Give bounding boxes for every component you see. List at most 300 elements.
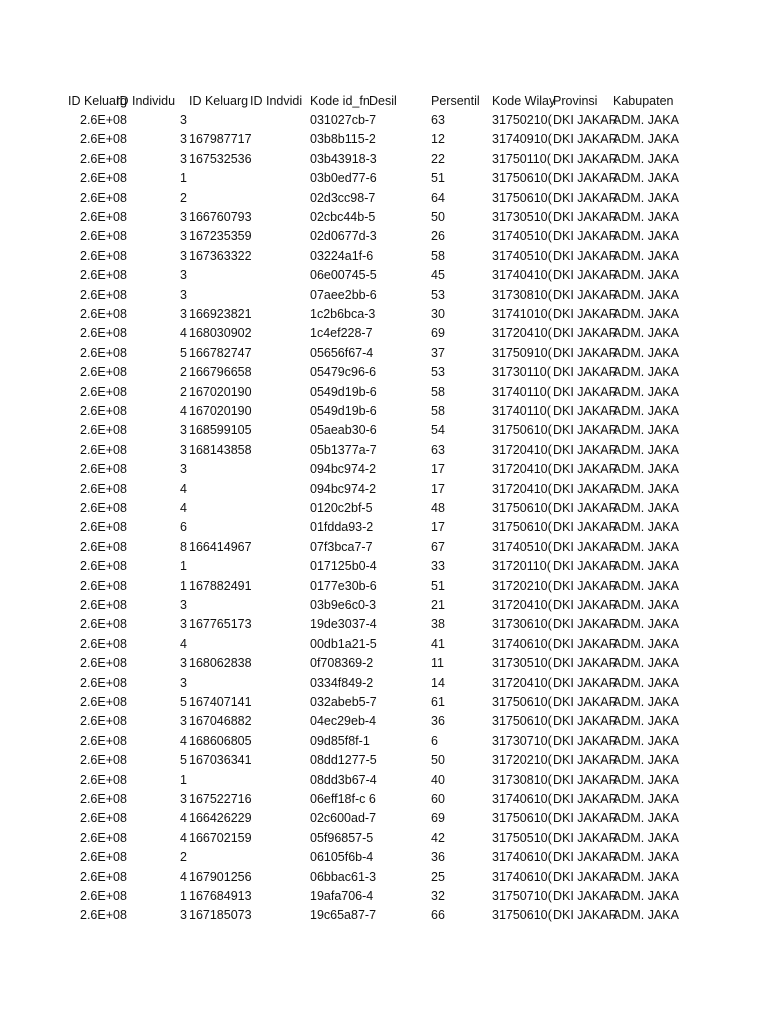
cell-persentil[interactable]: 66 (431, 908, 445, 923)
cell-kabupaten[interactable]: ADM. JAKA (613, 384, 679, 399)
cell-kabupaten[interactable]: ADM. JAKA (613, 636, 679, 651)
cell-kode-wilayah[interactable]: 31750510( (492, 830, 552, 845)
cell-kode-id[interactable]: 01fdda93-2 (310, 520, 374, 535)
cell-id-individu[interactable]: 3 (180, 462, 187, 477)
cell-provinsi[interactable]: DKI JAKAR (553, 268, 618, 283)
cell-kabupaten[interactable]: ADM. JAKA (613, 229, 679, 244)
cell-id-keluarga[interactable]: 2.6E+08 (80, 520, 127, 535)
cell-id-individu[interactable]: 3 (180, 423, 187, 438)
cell-id-individu-2[interactable]: 166414967 (189, 539, 252, 554)
cell-persentil[interactable]: 14 (431, 675, 445, 690)
cell-persentil[interactable]: 41 (431, 636, 445, 651)
cell-id-individu-2[interactable]: 167235359 (189, 229, 252, 244)
cell-kabupaten[interactable]: ADM. JAKA (613, 578, 679, 593)
cell-id-keluarga[interactable]: 2.6E+08 (80, 345, 127, 360)
cell-persentil[interactable]: 48 (431, 501, 445, 515)
cell-kode-id[interactable]: 06105f6b-4 (310, 850, 374, 865)
cell-kabupaten[interactable]: ADM. JAKA (613, 656, 679, 671)
cell-persentil[interactable]: 60 (431, 792, 445, 806)
cell-id-keluarga[interactable]: 2.6E+08 (80, 501, 127, 515)
cell-kabupaten[interactable]: ADM. JAKA (613, 287, 679, 302)
cell-id-keluarga[interactable]: 2.6E+08 (80, 714, 127, 729)
cell-kode-wilayah[interactable]: 31730810( (492, 772, 552, 787)
cell-kabupaten[interactable]: ADM. JAKA (613, 869, 679, 884)
cell-id-individu-2[interactable]: 168143858 (189, 442, 252, 457)
cell-persentil[interactable]: 17 (431, 520, 445, 535)
cell-id-individu-2[interactable]: 167407141 (189, 695, 252, 709)
cell-id-keluarga[interactable]: 2.6E+08 (80, 772, 127, 787)
cell-id-individu-2[interactable]: 167987717 (189, 132, 252, 147)
cell-id-individu[interactable]: 8 (180, 539, 187, 554)
cell-kode-wilayah[interactable]: 31730610( (492, 617, 552, 632)
header-cell-kode-wilayah[interactable]: Kode Wilay (492, 94, 556, 108)
cell-kode-id[interactable]: 19de3037-4 (310, 617, 377, 632)
cell-kode-id[interactable]: 02cbc44b-5 (310, 210, 376, 224)
cell-kode-id[interactable]: 094bc974-2 (310, 481, 377, 496)
cell-persentil[interactable]: 11 (431, 656, 444, 671)
cell-id-individu-2[interactable]: 167882491 (189, 578, 252, 593)
cell-kabupaten[interactable]: ADM. JAKA (613, 210, 679, 224)
cell-id-individu-2[interactable]: 167020190 (189, 384, 252, 399)
cell-kode-id[interactable]: 02d0677d-3 (310, 229, 377, 244)
cell-provinsi[interactable]: DKI JAKAR (553, 869, 618, 884)
cell-kode-id[interactable]: 05f96857-5 (310, 830, 374, 845)
cell-id-keluarga[interactable]: 2.6E+08 (80, 404, 127, 418)
cell-kode-wilayah[interactable]: 31740510( (492, 539, 552, 554)
cell-persentil[interactable]: 69 (431, 811, 445, 826)
cell-provinsi[interactable]: DKI JAKAR (553, 772, 618, 787)
cell-id-individu[interactable]: 3 (180, 617, 187, 632)
cell-kabupaten[interactable]: ADM. JAKA (613, 404, 679, 418)
cell-kabupaten[interactable]: ADM. JAKA (613, 132, 679, 147)
cell-persentil[interactable]: 26 (431, 229, 445, 244)
cell-kode-wilayah[interactable]: 31750610( (492, 908, 552, 923)
cell-persentil[interactable]: 50 (431, 753, 445, 768)
cell-persentil[interactable]: 12 (431, 132, 445, 147)
cell-id-keluarga[interactable]: 2.6E+08 (80, 830, 127, 845)
cell-kode-id[interactable]: 05656f67-4 (310, 345, 374, 360)
cell-kode-id[interactable]: 1c4ef228-7 (310, 326, 373, 341)
cell-persentil[interactable]: 64 (431, 190, 445, 205)
cell-id-keluarga[interactable]: 2.6E+08 (80, 908, 127, 923)
cell-kode-id[interactable]: 0177e30b-6 (310, 578, 377, 593)
cell-provinsi[interactable]: DKI JAKAR (553, 811, 618, 826)
cell-kode-wilayah[interactable]: 31730110( (492, 365, 551, 380)
cell-persentil[interactable]: 67 (431, 539, 445, 554)
cell-kode-id[interactable]: 05479c96-6 (310, 365, 377, 380)
cell-kode-wilayah[interactable]: 31740110( (492, 404, 551, 418)
cell-kode-wilayah[interactable]: 31750610( (492, 423, 552, 438)
cell-id-keluarga[interactable]: 2.6E+08 (80, 248, 127, 263)
cell-kode-wilayah[interactable]: 31750710( (492, 889, 552, 903)
cell-id-individu[interactable]: 3 (180, 675, 187, 690)
cell-id-keluarga[interactable]: 2.6E+08 (80, 462, 127, 477)
cell-persentil[interactable]: 6 (431, 733, 438, 748)
cell-provinsi[interactable]: DKI JAKAR (553, 559, 618, 574)
cell-id-individu[interactable]: 3 (180, 113, 187, 127)
cell-kode-id[interactable]: 03b9e6c0-3 (310, 598, 377, 612)
cell-kode-wilayah[interactable]: 31741010( (492, 307, 552, 321)
cell-provinsi[interactable]: DKI JAKAR (553, 792, 618, 806)
cell-kode-id[interactable]: 02c600ad-7 (310, 811, 377, 826)
cell-provinsi[interactable]: DKI JAKAR (553, 598, 618, 612)
cell-provinsi[interactable]: DKI JAKAR (553, 307, 618, 321)
cell-kabupaten[interactable]: ADM. JAKA (613, 501, 679, 515)
cell-kabupaten[interactable]: ADM. JAKA (613, 753, 679, 768)
cell-id-keluarga[interactable]: 2.6E+08 (80, 733, 127, 748)
cell-kode-id[interactable]: 1c2b6bca-3 (310, 307, 376, 321)
cell-id-individu[interactable]: 3 (180, 656, 187, 671)
cell-id-individu[interactable]: 1 (180, 578, 187, 593)
cell-kabupaten[interactable]: ADM. JAKA (613, 307, 679, 321)
cell-kode-wilayah[interactable]: 31720410( (492, 326, 552, 341)
cell-kode-id[interactable]: 0120c2bf-5 (310, 501, 373, 515)
cell-kode-id[interactable]: 08dd1277-5 (310, 753, 377, 768)
cell-persentil[interactable]: 63 (431, 113, 445, 127)
cell-kabupaten[interactable]: ADM. JAKA (613, 811, 679, 826)
cell-id-individu[interactable]: 3 (180, 210, 187, 224)
cell-kabupaten[interactable]: ADM. JAKA (613, 462, 679, 477)
cell-id-keluarga[interactable]: 2.6E+08 (80, 753, 127, 768)
cell-kode-id[interactable]: 06bbac61-3 (310, 869, 377, 884)
cell-provinsi[interactable]: DKI JAKAR (553, 229, 618, 244)
cell-id-individu[interactable]: 3 (180, 714, 187, 729)
cell-provinsi[interactable]: DKI JAKAR (553, 481, 618, 496)
cell-id-individu[interactable]: 4 (180, 830, 187, 845)
cell-id-individu-2[interactable]: 167532536 (189, 151, 252, 166)
cell-persentil[interactable]: 37 (431, 345, 445, 360)
cell-provinsi[interactable]: DKI JAKAR (553, 656, 618, 671)
cell-kode-id[interactable]: 02d3cc98-7 (310, 190, 376, 205)
cell-kabupaten[interactable]: ADM. JAKA (613, 171, 679, 186)
cell-id-individu-2[interactable]: 166782747 (189, 345, 252, 360)
cell-provinsi[interactable]: DKI JAKAR (553, 151, 618, 166)
cell-kabupaten[interactable]: ADM. JAKA (613, 695, 679, 709)
cell-provinsi[interactable]: DKI JAKAR (553, 539, 618, 554)
cell-kode-wilayah[interactable]: 31750610( (492, 714, 552, 729)
cell-id-individu[interactable]: 1 (180, 559, 187, 574)
cell-kabupaten[interactable]: ADM. JAKA (613, 365, 679, 380)
cell-kode-wilayah[interactable]: 31720110( (492, 559, 551, 574)
cell-provinsi[interactable]: DKI JAKAR (553, 908, 618, 923)
cell-id-individu[interactable]: 4 (180, 636, 187, 651)
cell-kode-wilayah[interactable]: 31750610( (492, 171, 552, 186)
cell-kode-id[interactable]: 09d85f8f-1 (310, 733, 370, 748)
cell-kode-wilayah[interactable]: 31740110( (492, 384, 551, 399)
cell-kabupaten[interactable]: ADM. JAKA (613, 151, 679, 166)
cell-provinsi[interactable]: DKI JAKAR (553, 287, 618, 302)
cell-kode-id[interactable]: 0549d19b-6 (310, 404, 377, 418)
cell-id-individu-2[interactable]: 166923821 (189, 307, 252, 321)
cell-kabupaten[interactable]: ADM. JAKA (613, 908, 679, 923)
cell-id-individu-2[interactable]: 168606805 (189, 733, 252, 748)
cell-persentil[interactable]: 50 (431, 210, 445, 224)
header-cell-id-individu[interactable]: ID Individu (116, 94, 176, 108)
cell-id-individu[interactable]: 5 (180, 753, 187, 768)
cell-kode-id[interactable]: 031027cb-7 (310, 113, 377, 127)
cell-persentil[interactable]: 17 (431, 462, 445, 477)
cell-id-individu[interactable]: 3 (180, 908, 187, 923)
cell-id-keluarga[interactable]: 2.6E+08 (80, 636, 127, 651)
cell-persentil[interactable]: 58 (431, 384, 445, 399)
cell-id-individu-2[interactable]: 168030902 (189, 326, 252, 341)
cell-kode-id[interactable]: 08dd3b67-4 (310, 772, 377, 787)
cell-kode-id[interactable]: 017125b0-4 (310, 559, 377, 574)
cell-persentil[interactable]: 40 (431, 772, 445, 787)
cell-persentil[interactable]: 38 (431, 617, 445, 632)
cell-provinsi[interactable]: DKI JAKAR (553, 190, 618, 205)
cell-persentil[interactable]: 36 (431, 714, 445, 729)
cell-kabupaten[interactable]: ADM. JAKA (613, 714, 679, 729)
cell-kabupaten[interactable]: ADM. JAKA (613, 248, 679, 263)
cell-id-keluarga[interactable]: 2.6E+08 (80, 229, 127, 244)
cell-kode-wilayah[interactable]: 31740610( (492, 636, 552, 651)
cell-kode-wilayah[interactable]: 31740610( (492, 792, 552, 806)
cell-id-individu-2[interactable]: 167901256 (189, 869, 252, 884)
cell-id-keluarga[interactable]: 2.6E+08 (80, 481, 127, 496)
cell-persentil[interactable]: 58 (431, 248, 445, 263)
cell-kode-id[interactable]: 03b8b115-2 (310, 132, 376, 147)
cell-provinsi[interactable]: DKI JAKAR (553, 850, 618, 865)
cell-kode-wilayah[interactable]: 31720410( (492, 675, 552, 690)
cell-provinsi[interactable]: DKI JAKAR (553, 210, 618, 224)
cell-kode-wilayah[interactable]: 31720410( (492, 462, 552, 477)
cell-persentil[interactable]: 33 (431, 559, 445, 574)
cell-persentil[interactable]: 36 (431, 850, 445, 865)
cell-kabupaten[interactable]: ADM. JAKA (613, 539, 679, 554)
cell-kode-wilayah[interactable]: 31740410( (492, 268, 552, 283)
cell-provinsi[interactable]: DKI JAKAR (553, 365, 618, 380)
cell-kabupaten[interactable]: ADM. JAKA (613, 598, 679, 612)
cell-persentil[interactable]: 61 (431, 695, 445, 709)
cell-provinsi[interactable]: DKI JAKAR (553, 675, 618, 690)
cell-kode-wilayah[interactable]: 31720410( (492, 442, 552, 457)
cell-kode-wilayah[interactable]: 31730510( (492, 210, 552, 224)
cell-kabupaten[interactable]: ADM. JAKA (613, 830, 679, 845)
cell-id-keluarga[interactable]: 2.6E+08 (80, 423, 127, 438)
cell-kode-wilayah[interactable]: 31730810( (492, 287, 552, 302)
cell-id-keluarga[interactable]: 2.6E+08 (80, 151, 127, 166)
cell-kabupaten[interactable]: ADM. JAKA (613, 889, 679, 903)
cell-kode-id[interactable]: 0f708369-2 (310, 656, 374, 671)
cell-id-keluarga[interactable]: 2.6E+08 (80, 326, 127, 341)
cell-id-keluarga[interactable]: 2.6E+08 (80, 171, 127, 186)
cell-kabupaten[interactable]: ADM. JAKA (613, 113, 679, 127)
header-cell-persentil[interactable]: Persentil (431, 94, 480, 108)
cell-id-individu[interactable]: 3 (180, 229, 187, 244)
cell-kabupaten[interactable]: ADM. JAKA (613, 481, 679, 496)
cell-kode-wilayah[interactable]: 31720410( (492, 598, 552, 612)
cell-id-individu[interactable]: 4 (180, 869, 187, 884)
cell-kode-wilayah[interactable]: 31750610( (492, 190, 552, 205)
cell-kode-wilayah[interactable]: 31730510( (492, 656, 552, 671)
cell-kode-id[interactable]: 03b43918-3 (310, 151, 377, 166)
cell-id-individu[interactable]: 2 (180, 850, 187, 865)
cell-persentil[interactable]: 54 (431, 423, 445, 438)
cell-id-keluarga[interactable]: 2.6E+08 (80, 210, 127, 224)
cell-id-keluarga[interactable]: 2.6E+08 (80, 695, 127, 709)
cell-id-keluarga[interactable]: 2.6E+08 (80, 559, 127, 574)
cell-persentil[interactable]: 69 (431, 326, 445, 341)
cell-kode-id[interactable]: 04ec29eb-4 (310, 714, 377, 729)
cell-kode-id[interactable]: 07f3bca7-7 (310, 539, 373, 554)
cell-id-keluarga[interactable]: 2.6E+08 (80, 268, 127, 283)
cell-kode-id[interactable]: 06e00745-5 (310, 268, 377, 283)
cell-id-individu[interactable]: 5 (180, 695, 187, 709)
cell-kabupaten[interactable]: ADM. JAKA (613, 268, 679, 283)
header-cell-desil[interactable]: Desil (369, 94, 397, 108)
cell-id-individu[interactable]: 3 (180, 248, 187, 263)
cell-id-individu[interactable]: 3 (180, 287, 187, 302)
cell-id-keluarga[interactable]: 2.6E+08 (80, 190, 127, 205)
cell-id-individu[interactable]: 3 (180, 268, 187, 283)
cell-provinsi[interactable]: DKI JAKAR (553, 501, 618, 515)
cell-id-individu[interactable]: 4 (180, 733, 187, 748)
cell-id-individu-2[interactable]: 166760793 (189, 210, 252, 224)
cell-id-individu[interactable]: 3 (180, 151, 187, 166)
cell-provinsi[interactable]: DKI JAKAR (553, 636, 618, 651)
cell-kode-id[interactable]: 032abeb5-7 (310, 695, 377, 709)
cell-id-individu-2[interactable]: 167020190 (189, 404, 252, 418)
cell-id-keluarga[interactable]: 2.6E+08 (80, 675, 127, 690)
cell-id-keluarga[interactable]: 2.6E+08 (80, 578, 127, 593)
cell-id-individu-2[interactable]: 168599105 (189, 423, 252, 438)
cell-id-keluarga[interactable]: 2.6E+08 (80, 442, 127, 457)
cell-id-keluarga[interactable]: 2.6E+08 (80, 113, 127, 127)
cell-kode-id[interactable]: 05b1377a-7 (310, 442, 377, 457)
cell-provinsi[interactable]: DKI JAKAR (553, 830, 618, 845)
cell-provinsi[interactable]: DKI JAKAR (553, 384, 618, 399)
header-cell-kabupaten[interactable]: Kabupaten (613, 94, 674, 108)
cell-id-individu-2[interactable]: 166426229 (189, 811, 252, 826)
header-cell-id-keluarga[interactable]: ID Keluarg (68, 94, 128, 108)
cell-persentil[interactable]: 42 (431, 830, 445, 845)
cell-persentil[interactable]: 58 (431, 404, 445, 418)
cell-kabupaten[interactable]: ADM. JAKA (613, 423, 679, 438)
cell-persentil[interactable]: 53 (431, 287, 445, 302)
cell-id-individu[interactable]: 3 (180, 307, 187, 321)
cell-persentil[interactable]: 63 (431, 442, 445, 457)
cell-id-individu[interactable]: 1 (180, 171, 187, 186)
cell-id-individu[interactable]: 4 (180, 326, 187, 341)
cell-provinsi[interactable]: DKI JAKAR (553, 442, 618, 457)
cell-persentil[interactable]: 21 (431, 598, 445, 612)
cell-kabupaten[interactable]: ADM. JAKA (613, 559, 679, 574)
cell-id-individu[interactable]: 6 (180, 520, 187, 535)
cell-id-individu[interactable]: 3 (180, 132, 187, 147)
cell-kode-id[interactable]: 0334f849-2 (310, 675, 374, 690)
cell-kode-id[interactable]: 06eff18f-c 6 (310, 792, 376, 806)
cell-persentil[interactable]: 53 (431, 365, 445, 380)
cell-kode-wilayah[interactable]: 31750610( (492, 501, 552, 515)
cell-kode-wilayah[interactable]: 31740610( (492, 850, 552, 865)
cell-id-individu[interactable]: 1 (180, 772, 187, 787)
cell-kode-id[interactable]: 0549d19b-6 (310, 384, 377, 399)
cell-kode-wilayah[interactable]: 31750110( (492, 151, 551, 166)
cell-id-individu[interactable]: 3 (180, 792, 187, 806)
cell-id-individu[interactable]: 4 (180, 811, 187, 826)
cell-persentil[interactable]: 51 (431, 171, 445, 186)
cell-provinsi[interactable]: DKI JAKAR (553, 695, 618, 709)
cell-persentil[interactable]: 22 (431, 151, 445, 166)
cell-id-keluarga[interactable]: 2.6E+08 (80, 132, 127, 147)
cell-provinsi[interactable]: DKI JAKAR (553, 753, 618, 768)
cell-id-individu-2[interactable]: 168062838 (189, 656, 252, 671)
cell-id-keluarga[interactable]: 2.6E+08 (80, 539, 127, 554)
cell-kode-id[interactable]: 07aee2bb-6 (310, 287, 377, 302)
cell-provinsi[interactable]: DKI JAKAR (553, 520, 618, 535)
cell-id-keluarga[interactable]: 2.6E+08 (80, 307, 127, 321)
cell-kabupaten[interactable]: ADM. JAKA (613, 190, 679, 205)
cell-provinsi[interactable]: DKI JAKAR (553, 326, 618, 341)
cell-id-individu-2[interactable]: 167185073 (189, 908, 252, 923)
cell-id-individu-2[interactable]: 167363322 (189, 248, 252, 263)
cell-kode-wilayah[interactable]: 31720210( (492, 753, 552, 768)
cell-id-individu[interactable]: 4 (180, 501, 187, 515)
cell-kabupaten[interactable]: ADM. JAKA (613, 345, 679, 360)
cell-provinsi[interactable]: DKI JAKAR (553, 578, 618, 593)
cell-id-keluarga[interactable]: 2.6E+08 (80, 792, 127, 806)
cell-persentil[interactable]: 45 (431, 268, 445, 283)
cell-kode-wilayah[interactable]: 31750610( (492, 520, 552, 535)
cell-id-individu[interactable]: 2 (180, 190, 187, 205)
cell-id-individu-2[interactable]: 167046882 (189, 714, 252, 729)
cell-kabupaten[interactable]: ADM. JAKA (613, 850, 679, 865)
cell-kode-wilayah[interactable]: 31750210( (492, 113, 552, 127)
cell-provinsi[interactable]: DKI JAKAR (553, 404, 618, 418)
cell-id-keluarga[interactable]: 2.6E+08 (80, 889, 127, 903)
cell-kode-id[interactable]: 094bc974-2 (310, 462, 377, 477)
cell-provinsi[interactable]: DKI JAKAR (553, 733, 618, 748)
cell-provinsi[interactable]: DKI JAKAR (553, 714, 618, 729)
cell-kabupaten[interactable]: ADM. JAKA (613, 442, 679, 457)
cell-kode-wilayah[interactable]: 31720210( (492, 578, 552, 593)
cell-id-individu[interactable]: 5 (180, 345, 187, 360)
cell-persentil[interactable]: 32 (431, 889, 445, 903)
cell-kode-id[interactable]: 03224a1f-6 (310, 248, 374, 263)
cell-provinsi[interactable]: DKI JAKAR (553, 462, 618, 477)
cell-id-individu[interactable]: 1 (180, 889, 187, 903)
cell-id-keluarga[interactable]: 2.6E+08 (80, 617, 127, 632)
header-cell-kode-id[interactable]: Kode id_fn (310, 94, 370, 108)
cell-id-individu[interactable]: 4 (180, 481, 187, 496)
cell-provinsi[interactable]: DKI JAKAR (553, 248, 618, 263)
cell-id-keluarga[interactable]: 2.6E+08 (80, 811, 127, 826)
cell-kode-wilayah[interactable]: 31740510( (492, 248, 552, 263)
header-cell-id-individu-2[interactable]: ID Indvidi (250, 94, 303, 108)
cell-id-individu[interactable]: 4 (180, 404, 187, 418)
cell-kode-wilayah[interactable]: 31740510( (492, 229, 552, 244)
cell-kode-wilayah[interactable]: 31750910( (492, 345, 552, 360)
cell-kabupaten[interactable]: ADM. JAKA (613, 675, 679, 690)
cell-provinsi[interactable]: DKI JAKAR (553, 113, 618, 127)
cell-kode-id[interactable]: 19c65a87-7 (310, 908, 377, 923)
cell-kode-id[interactable]: 00db1a21-5 (310, 636, 377, 651)
cell-kode-wilayah[interactable]: 31730710( (492, 733, 552, 748)
cell-kode-id[interactable]: 05aeab30-6 (310, 423, 377, 438)
cell-id-individu-2[interactable]: 166796658 (189, 365, 252, 380)
cell-provinsi[interactable]: DKI JAKAR (553, 889, 618, 903)
cell-id-individu-2[interactable]: 167684913 (189, 889, 252, 903)
cell-provinsi[interactable]: DKI JAKAR (553, 423, 618, 438)
cell-kabupaten[interactable]: ADM. JAKA (613, 733, 679, 748)
cell-provinsi[interactable]: DKI JAKAR (553, 617, 618, 632)
cell-kode-wilayah[interactable]: 31750610( (492, 811, 552, 826)
cell-id-keluarga[interactable]: 2.6E+08 (80, 384, 127, 399)
cell-id-keluarga[interactable]: 2.6E+08 (80, 365, 127, 380)
cell-id-individu-2[interactable]: 167522716 (189, 792, 252, 806)
cell-persentil[interactable]: 25 (431, 869, 445, 884)
